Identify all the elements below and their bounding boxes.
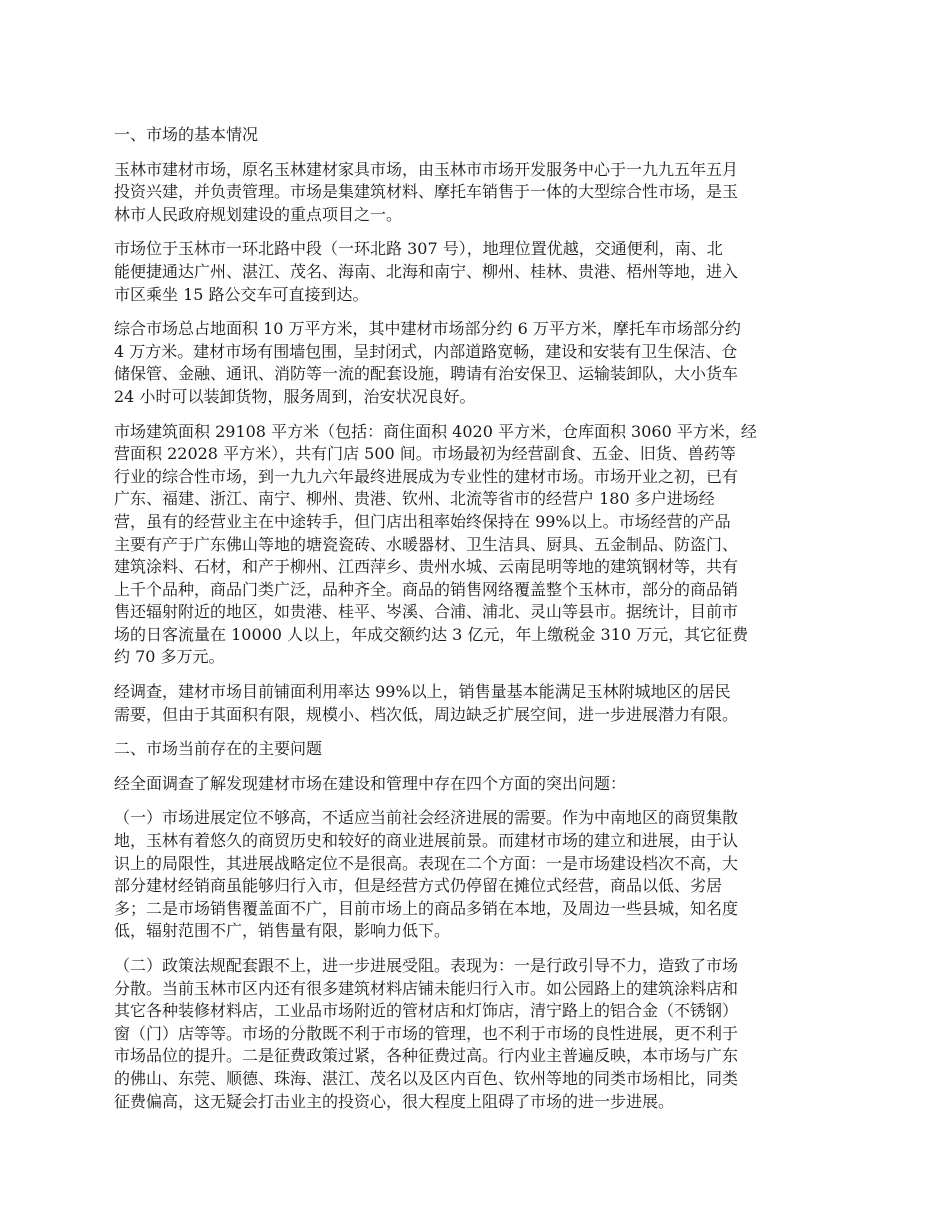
- paragraph-problems-intro: 经全面调查了解发现建材市场在建设和管理中存在四个方面的突出问题：: [114, 773, 627, 793]
- paragraph-problem-one: （一）市场进展定位不够高，不适应当前社会经济进展的需要。作为中南地区的商贸集散 地，玉林有着悠久的商贸历史和较好的商业进展前景。而建材市场的建立和进展，由于认 识上的局限性，其进展战略定位不是很高。表现在二个方面：一是市场建设档次不高，大 部分建材经销商虽能够归行入市，但是经营方式仍停留在摊位式经营，商品以低、劣居 多；二是市场销售覆盖面不广，目前市场上的商品多销在本地，及周边一些县城，知名度 低，辐射范围不广，销售量有限，影响力低下。: [114, 808, 739, 941]
- paragraph-market-origin: 玉林市建材市场，原名玉林建材家具市场，由玉林市市场开发服务中心于一九九五年五月 投资兴建，并负责管理。市场是集建筑材料、摩托车销售于一体的大型综合性市场，是玉 林市人民政府规划建设的重点项目之一。: [114, 159, 739, 224]
- paragraph-market-area: 综合市场总占地面积 10 万平方米，其中建材市场部分约 6 万平方米，摩托车市场部分约 4 万方米。建材市场有围墙包围，呈封闭式，内部道路宽畅，建设和安装有卫生保洁、仓 储保管、金融、通讯、消防等一流的配套设施，聘请有治安保卫、运输装卸队，大小货车 24 小时可以装卸货物，服务周到，治安状况良好。: [114, 319, 741, 406]
- section-heading-basic-situation: 一、市场的基本情况: [114, 125, 259, 144]
- document-body: [114, 124, 838, 1125]
- section-heading-main-problems: 二、市场当前存在的主要问题: [114, 739, 323, 759]
- paragraph-market-location: 市场位于玉林市一环北路中段（一环北路 307 号），地理位置优越，交通便利，南、北 能便捷通达广州、湛江、茂名、海南、北海和南宁、柳州、桂林、贵港、梧州等地，进入 市区乘坐 15 路公交车可直接到达。: [114, 239, 739, 304]
- paragraph-survey-result: 经调查，建材市场目前铺面利用率达 99%以上，销售量基本能满足玉林附城地区的居民 需要，但由于其面积有限，规模小、档次低，周边缺乏扩展空间，进一步进展潜力有限。: [114, 682, 739, 724]
- paragraph-building-area: 市场建筑面积 29108 平方米（包括：商住面积 4020 平方米，仓库面积 3060 平方米，经 营面积 22028 平方米），共有门店 500 间。市场最初为经营副食、五金、旧货、兽药等 行业的综合性市场，到一九九六年最终进展成为专业性的建材市场。市场开业之初，已有 广东、福建、浙江、南宁、柳州、贵港、钦州、北流等省市的经营户 180 多户进场经 营，虽有的经营业主在中途转手，但门店出租率始终保持在 99%以上。市场经营的产品 主要有产于广东佛山等地的塘瓷瓷砖、水暖器材、卫生洁具、厨具、五金制品、防盗门、 建筑涂料、石材，和产于柳州、江西萍乡、贵州水城、云南昆明等地的建筑钢材等，共有 上千个品种，商品门类广泛，品种齐全。商品的销售网络覆盖整个玉林市，部分的商品销 售还辐射附近的地区，如贵港、桂平、岑溪、合浦、浦北、灵山等县市。据统计，目前市 场的日客流量在 10000 人以上，年成交额约达 3 亿元，年上缴税金 310 万元，其它征费 约 70 多万元。: [114, 421, 757, 667]
- paragraph-problem-two: （二）政策法规配套跟不上，进一步进展受阻。表现为：一是行政引导不力，造致了市场 分散。当前玉林市区内还有很多建筑材料店铺未能归行入市。如公园路上的建筑涂料店和 其它各种装修材料店，工业品市场附近的管材店和灯饰店，清宁路上的铝合金（不锈钢） 窗（门）店等等。市场的分散既不利于市场的管理，也不利于市场的良性进展，更不利于 市场品位的提升。二是征费政策过紧，各种征费过高。行内业主普遍反映，本市场与广东 的佛山、东莞、顺德、珠海、湛江、茂名以及区内百色、钦州等地的同类市场相比，同类 征费偏高，这无疑会打击业主的投资心，很大程度上阻碍了市场的进一步进展。: [114, 956, 739, 1111]
